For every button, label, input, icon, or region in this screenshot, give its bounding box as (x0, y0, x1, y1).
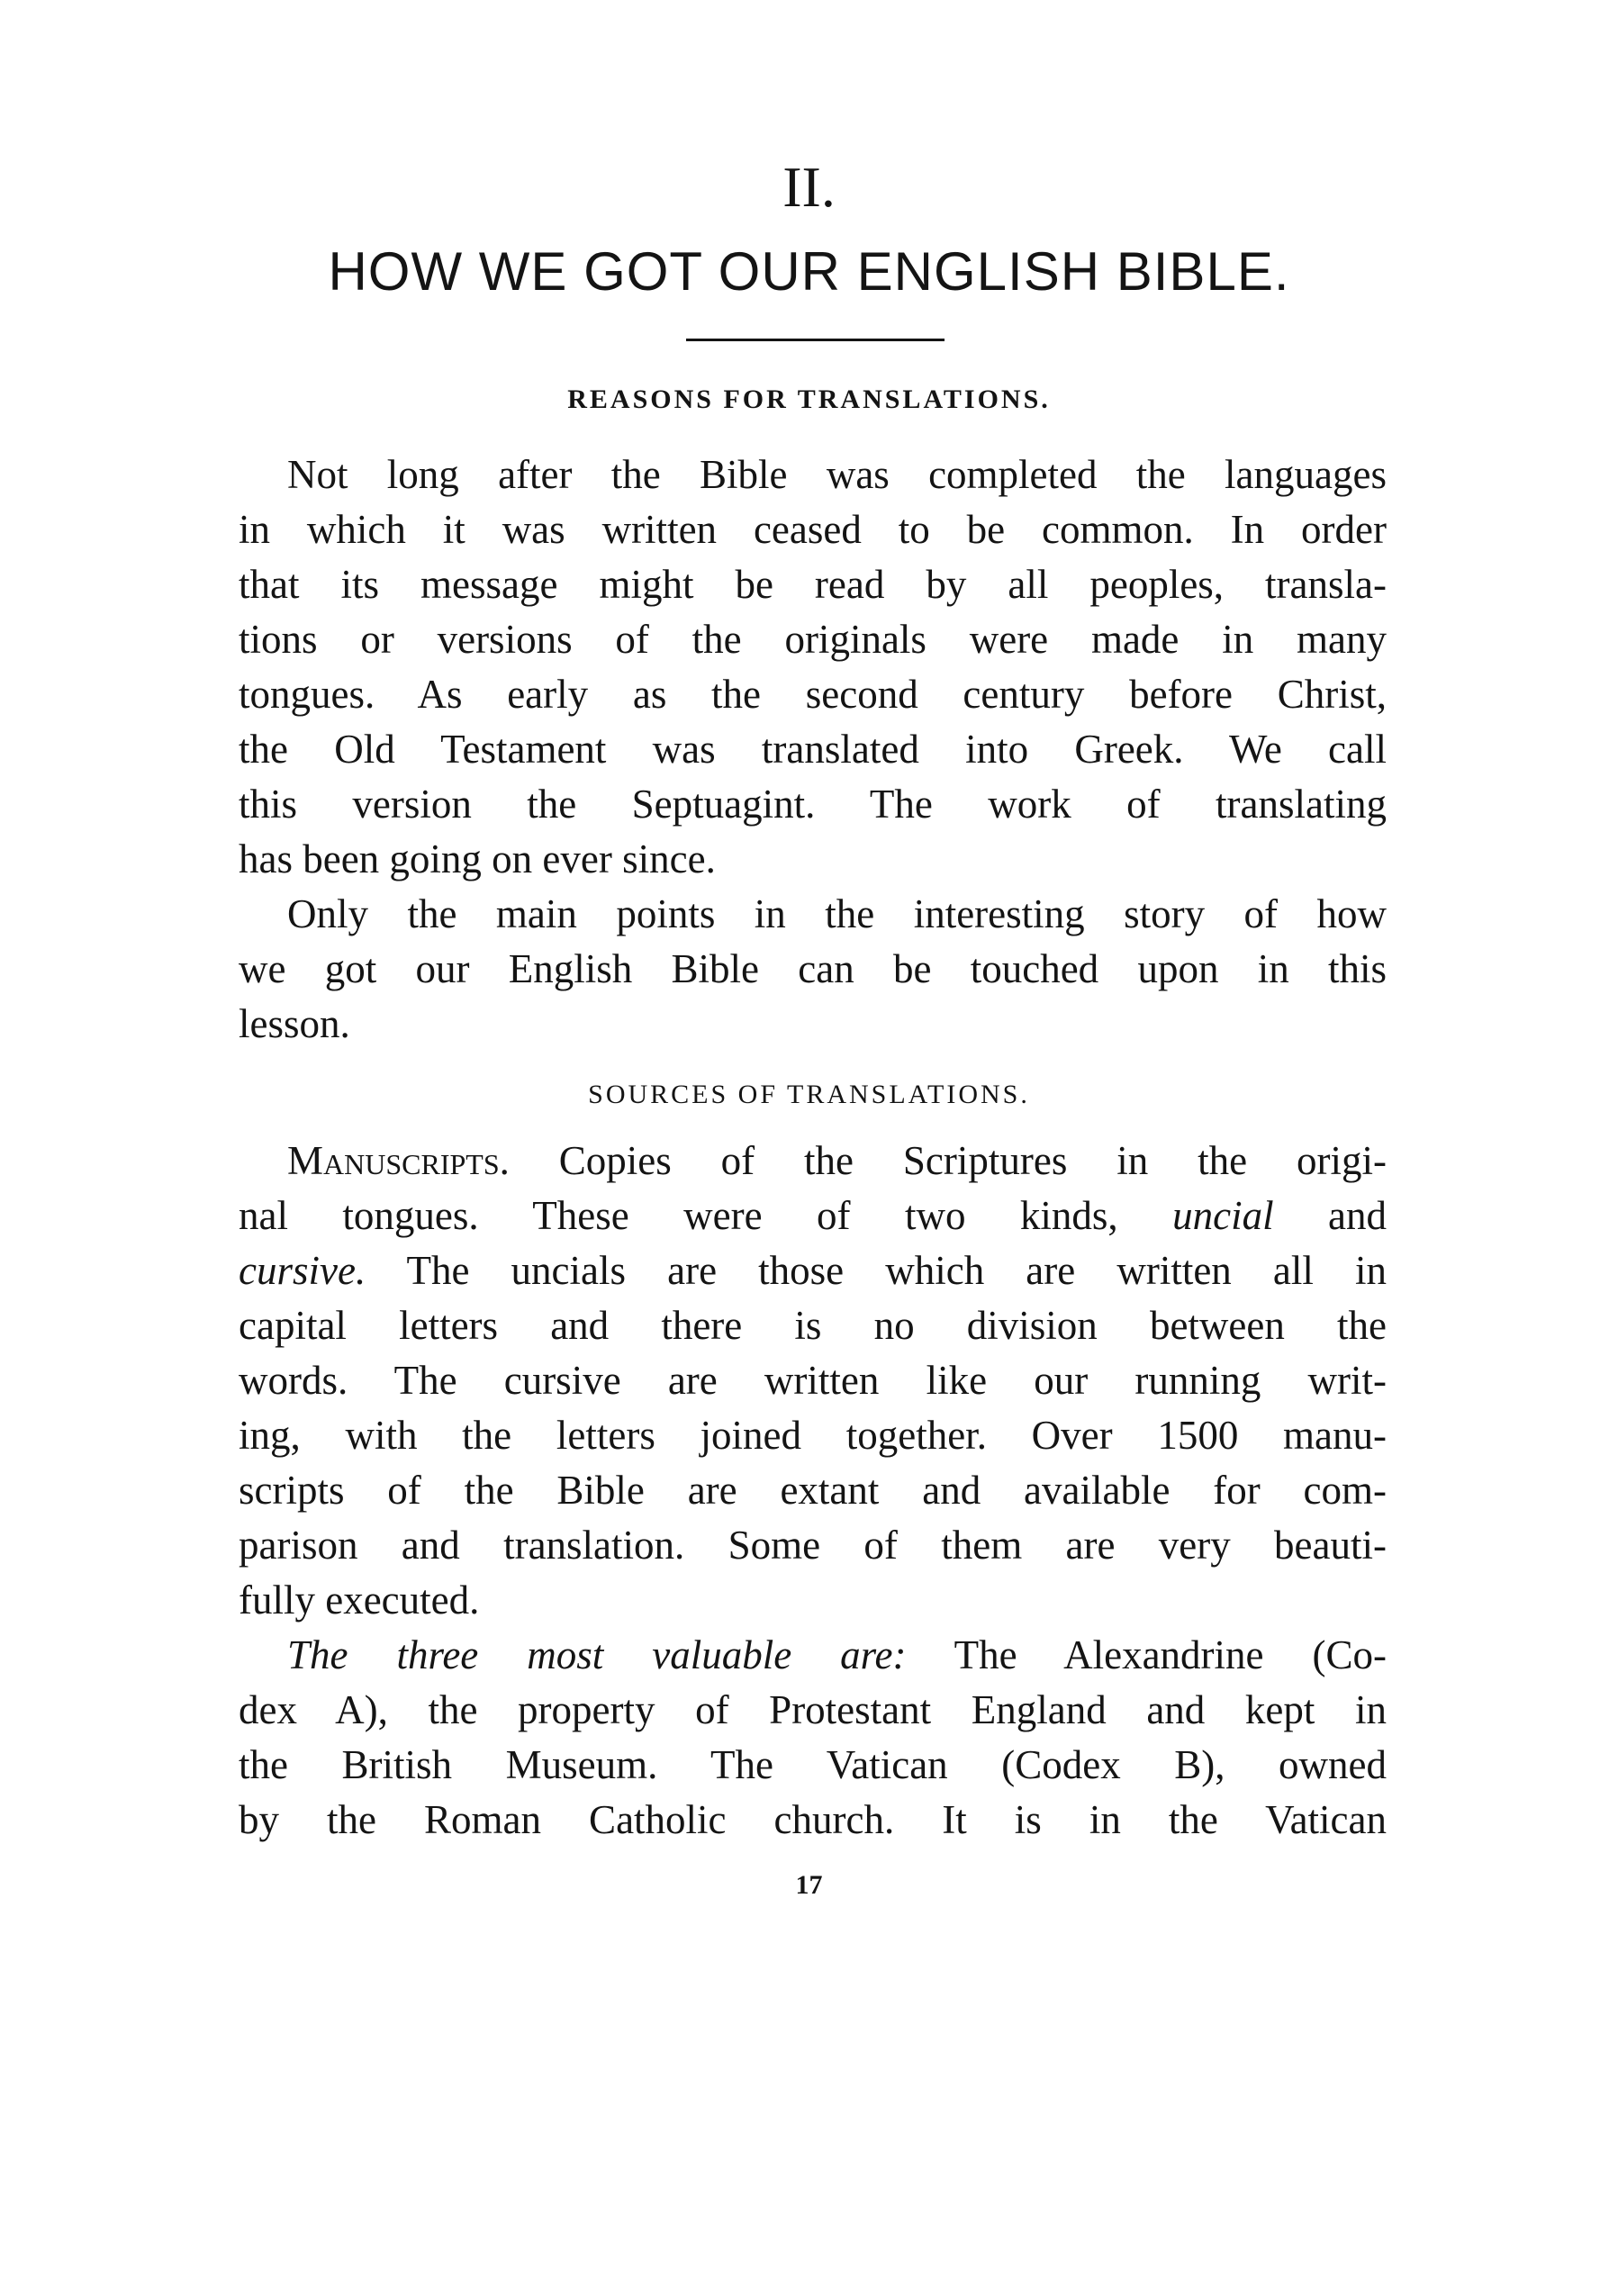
uncial-term: uncial (1172, 1193, 1274, 1238)
text-line: ing, with the letters joined together. Over 1500 manu- (239, 1413, 1387, 1458)
section-heading-sources: SOURCES OF TRANSLATIONS. (588, 1080, 1030, 1109)
text-line (239, 1243, 1387, 1298)
text-line: we got our English Bible can be touched upon in this (239, 946, 1387, 991)
text-line: parison and translation. Some of them are very beauti- (239, 1523, 1387, 1568)
text-line: has been going on ever since. (239, 836, 716, 881)
text-line: tions or versions of the originals were made in many (239, 617, 1387, 662)
paragraph-reasons-1 (239, 447, 1387, 887)
paragraph-valuable (239, 1628, 1387, 1848)
text-fragment: Copies of the Scriptures in the origi- (509, 1138, 1387, 1183)
title-divider (686, 339, 945, 341)
text-line: Not long after the Bible was completed the languages (287, 452, 1387, 497)
text-line: by the Roman Catholic church. It is in the Vatican (239, 1797, 1387, 1842)
text-line: Only the main points in the interesting story of how (287, 891, 1387, 936)
text-line: lesson. (239, 1001, 350, 1046)
text-line: in which it was written ceased to be common. In order (239, 507, 1387, 552)
text-line: fully executed. (239, 1577, 480, 1623)
text-line: that its message might be read by all peoples, transla- (239, 562, 1387, 607)
text-line (239, 1189, 1387, 1243)
text-fragment: The Alexandrine (Co- (906, 1632, 1387, 1677)
text-line: this version the Septuagint. The work of translating (239, 782, 1387, 827)
chapter-title: HOW WE GOT OUR ENGLISH BIBLE. (328, 241, 1290, 302)
section-heading-reasons: REASONS FOR TRANSLATIONS. (567, 384, 1051, 414)
text-line: dex A), the property of Protestant England and kept in (239, 1687, 1387, 1732)
text-line: words. The cursive are written like our running writ- (239, 1358, 1387, 1403)
text-line (239, 1134, 1387, 1189)
paragraph-reasons-2 (239, 887, 1387, 1052)
text-fragment: The uncials are those which are written all in (366, 1248, 1387, 1293)
cursive-term: cursive. (239, 1248, 366, 1293)
text-line: tongues. As early as the second century before Christ, (239, 672, 1387, 717)
manuscripts-term: Manuscripts. (287, 1138, 510, 1183)
valuable-intro: The three most valuable are: (287, 1632, 907, 1677)
text-line: capital letters and there is no division between the (239, 1303, 1387, 1348)
chapter-number: II. (782, 155, 836, 219)
text-fragment: and (1273, 1193, 1387, 1238)
page-number: 17 (795, 1870, 823, 1900)
paragraph-manuscripts (239, 1134, 1387, 1628)
text-fragment: nal tongues. These were of two kinds, (239, 1193, 1173, 1238)
text-line: the Old Testament was translated into Greek. We call (239, 727, 1387, 772)
text-line: scripts of the Bible are extant and available for com- (239, 1468, 1387, 1513)
text-line (239, 1628, 1387, 1683)
text-line: the British Museum. The Vatican (Codex B), owned (239, 1742, 1387, 1787)
